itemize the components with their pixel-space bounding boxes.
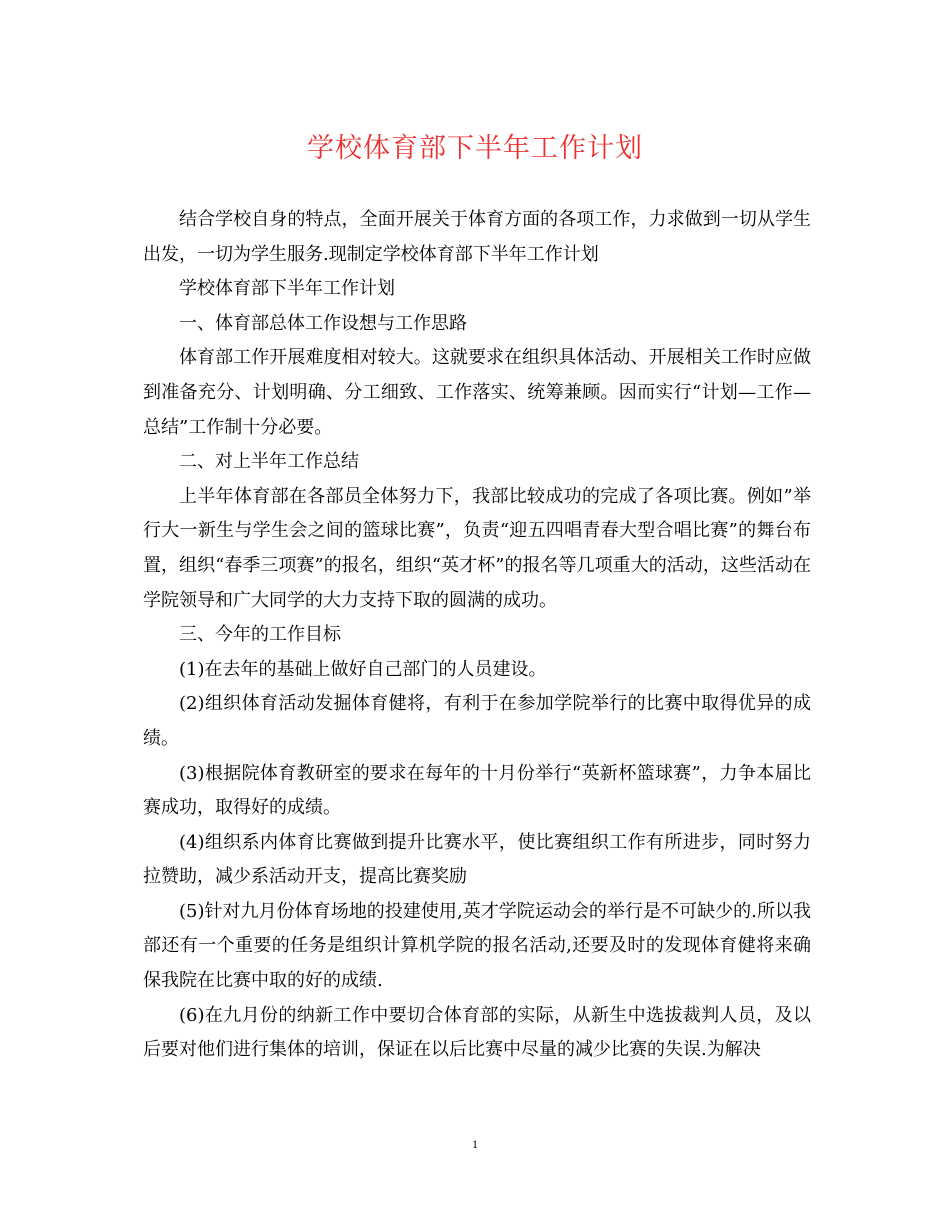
goal-item-4: (4)组织系内体育比赛做到提升比赛水平，使比赛组织工作有所进步，同时努力拉赞助，减少系活动开支，提高比赛奖励 [143, 831, 811, 888]
goal-item-2: (2)组织体育活动发掘体育健将，有利于在参加学院举行的比赛中取得优异的成绩。 [143, 693, 811, 749]
paragraph-subtitle: 学校体育部下半年工作计划 [179, 278, 395, 300]
document-title: 学校体育部下半年工作计划 [307, 133, 643, 164]
goal-item-3: (3)根据院体育教研室的要求在每年的十月份举行“英新杯篮球赛”，力争本届比赛成功，取得好的成绩。 [143, 762, 811, 819]
paragraph-section-1: 体育部工作开展难度相对较大。这就要求在组织具体活动、开展相关工作时应做到准备充分、计划明确、分工细致、工作落实、统筹兼顾。因而实行“计划—工作—总结”工作制十分必要。 [143, 347, 811, 438]
document-body [143, 203, 811, 1068]
goal-item-5: (5)针对九月份体育场地的投建使用,英才学院运动会的举行是不可缺少的.所以我部还有一个重要的任务是组织计算机学院的报名活动,还要及时的发现体育健将来确保我院在比赛中取的好的成绩. [143, 900, 811, 992]
section-heading-1: 一、体育部总体工作设想与工作思路 [179, 312, 467, 334]
paragraph-section-2: 上半年体育部在各部员全体努力下，我部比较成功的完成了各项比赛。例如”举行大一新生与学生会之间的篮球比赛”，负责“迎五四唱青春大型合唱比赛”的舞台布置，组织“春季三项赛”的报名，组织“英才杯”的报名等几项重大的活动，这些活动在学院领导和广大同学的大力支持下取的圆满的成功。 [143, 485, 811, 611]
paragraph-intro: 结合学校自身的特点，全面开展关于体育方面的各项工作，力求做到一切从学生出发，一切为学生服务.现制定学校体育部下半年工作计划 [143, 209, 811, 265]
section-heading-3: 三、今年的工作目标 [179, 624, 341, 646]
section-heading-2: 二、对上半年工作总结 [179, 451, 359, 473]
goal-item-1: (1)在去年的基础上做好自己部门的人员建设。 [179, 658, 547, 680]
page-number: 1 [472, 1137, 478, 1151]
goal-item-6: (6)在九月份的纳新工作中要切合体育部的实际，从新生中选拔裁判人员，及以后要对他们进行集体的培训，保证在以后比赛中尽量的减少比赛的失误.为解决 [143, 1004, 811, 1061]
